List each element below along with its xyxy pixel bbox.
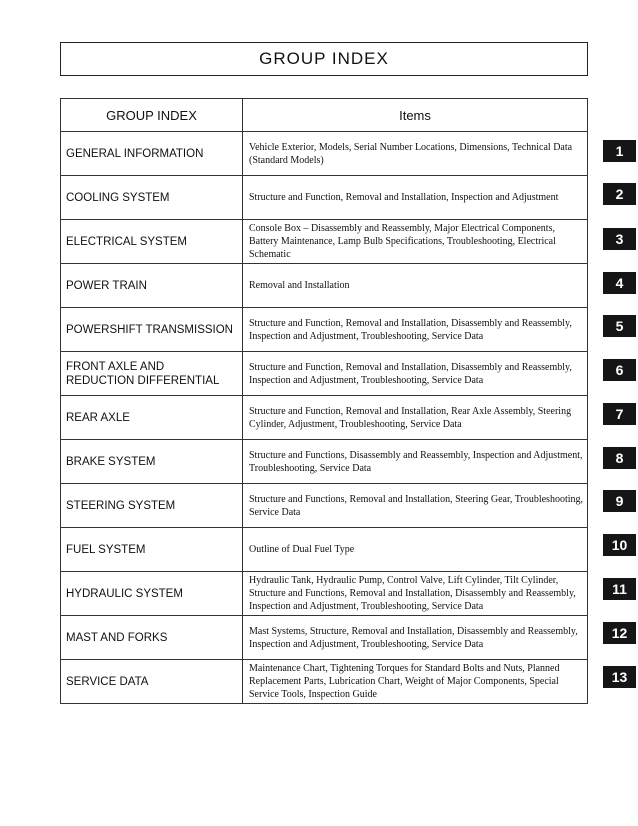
group-name: POWERSHIFT TRANSMISSION: [61, 308, 243, 352]
table-row: [61, 616, 588, 660]
table-row: [61, 440, 588, 484]
section-tab[interactable]: 2: [603, 183, 636, 205]
table-row: [61, 264, 588, 308]
section-tab[interactable]: 7: [603, 403, 636, 425]
group-name: POWER TRAIN: [61, 264, 243, 308]
header-items: Items: [243, 99, 588, 132]
group-items: Hydraulic Tank, Hydraulic Pump, Control Valve, Lift Cylinder, Tilt Cylinder, Structure and Functions, Removal and Installation, Disassembly and Reassembly, Inspection and Adjustment, Troubleshooting, Service Data: [243, 572, 588, 616]
section-tab[interactable]: 8: [603, 447, 636, 469]
group-name: HYDRAULIC SYSTEM: [61, 572, 243, 616]
group-items: Removal and Installation: [243, 264, 588, 308]
group-name: COOLING SYSTEM: [61, 176, 243, 220]
group-items: Structure and Functions, Removal and Installation, Steering Gear, Troubleshooting, Service Data: [243, 484, 588, 528]
group-name: REAR AXLE: [61, 396, 243, 440]
table-row: [61, 352, 588, 396]
group-items: Mast Systems, Structure, Removal and Installation, Disassembly and Reassembly, Inspection and Adjustment, Troubleshooting, Service Data: [243, 616, 588, 660]
section-tab[interactable]: 10: [603, 534, 636, 556]
group-items: Structure and Function, Removal and Installation, Disassembly and Reassembly, Inspection and Adjustment, Troubleshooting, Service Data: [243, 352, 588, 396]
group-items: Maintenance Chart, Tightening Torques for Standard Bolts and Nuts, Planned Replacement Parts, Lubrication Chart, Weight of Major Components, Special Service Tools, Inspection Guide: [243, 660, 588, 704]
group-name: GENERAL INFORMATION: [61, 132, 243, 176]
group-name: STEERING SYSTEM: [61, 484, 243, 528]
group-name: SERVICE DATA: [61, 660, 243, 704]
table-row: [61, 220, 588, 264]
table-row: [61, 176, 588, 220]
table-row: [61, 132, 588, 176]
group-items: Structure and Functions, Disassembly and Reassembly, Inspection and Adjustment, Troubleshooting, Service Data: [243, 440, 588, 484]
group-items: Vehicle Exterior, Models, Serial Number Locations, Dimensions, Technical Data (Standard Models): [243, 132, 588, 176]
section-tab[interactable]: 5: [603, 315, 636, 337]
table-row: [61, 528, 588, 572]
section-tab[interactable]: 3: [603, 228, 636, 250]
group-items: Outline of Dual Fuel Type: [243, 528, 588, 572]
group-items: Console Box – Disassembly and Reassembly, Major Electrical Components, Battery Maintenance, Lamp Bulb Specifications, Troubleshooting, Electrical Schematic: [243, 220, 588, 264]
section-tab[interactable]: 13: [603, 666, 636, 688]
group-items: Structure and Function, Removal and Installation, Rear Axle Assembly, Steering Cylinder, Adjustment, Troubleshooting, Service Data: [243, 396, 588, 440]
table-row: [61, 572, 588, 616]
page-title: GROUP INDEX: [60, 42, 588, 76]
group-name: BRAKE SYSTEM: [61, 440, 243, 484]
group-index-table: [60, 98, 588, 704]
group-name: FRONT AXLE AND REDUCTION DIFFERENTIAL: [61, 352, 243, 396]
table-row: [61, 484, 588, 528]
table-body: [61, 132, 588, 704]
section-tab[interactable]: 1: [603, 140, 636, 162]
section-tab[interactable]: 6: [603, 359, 636, 381]
section-tab[interactable]: 4: [603, 272, 636, 294]
header-group-index: GROUP INDEX: [61, 99, 243, 132]
table-header-row: [61, 99, 588, 132]
section-tab[interactable]: 9: [603, 490, 636, 512]
group-name: MAST AND FORKS: [61, 616, 243, 660]
group-name: ELECTRICAL SYSTEM: [61, 220, 243, 264]
group-name: FUEL SYSTEM: [61, 528, 243, 572]
table-row: [61, 308, 588, 352]
group-items: Structure and Function, Removal and Installation, Disassembly and Reassembly, Inspection and Adjustment, Troubleshooting, Service Data: [243, 308, 588, 352]
section-tab[interactable]: 12: [603, 622, 636, 644]
group-items: Structure and Function, Removal and Installation, Inspection and Adjustment: [243, 176, 588, 220]
table-row: [61, 660, 588, 704]
section-tab[interactable]: 11: [603, 578, 636, 600]
table-row: [61, 396, 588, 440]
